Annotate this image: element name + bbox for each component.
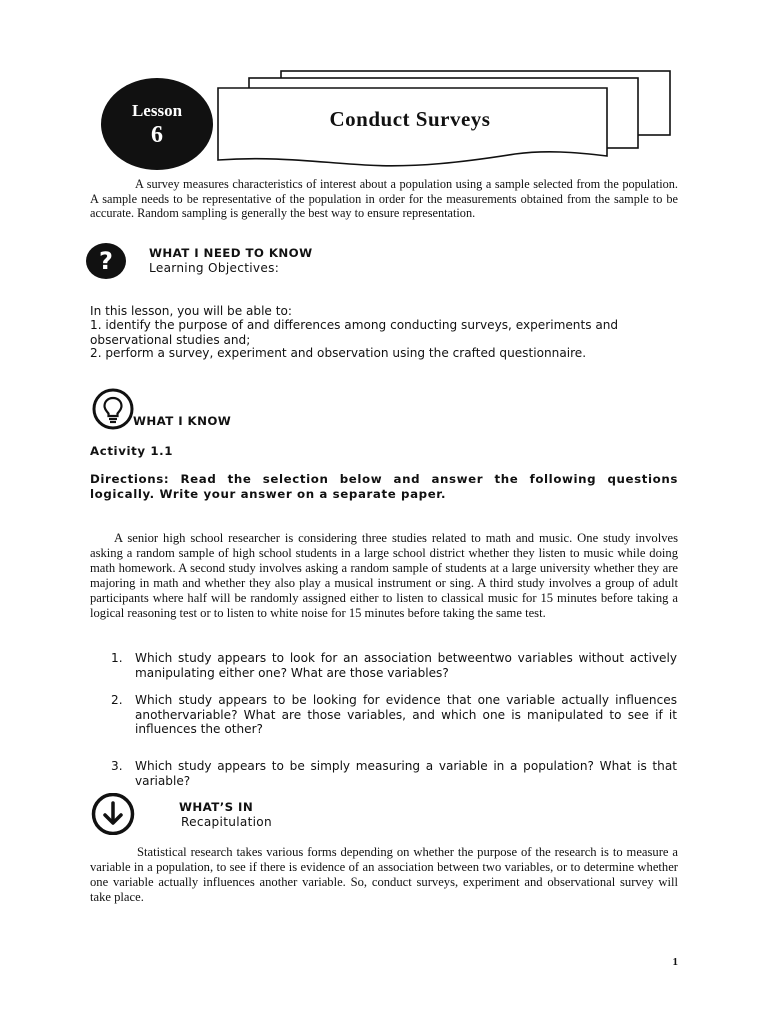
- objectives-intro: In this lesson, you will be able to:: [90, 304, 292, 318]
- learning-objectives-label: Learning Objectives:: [149, 261, 280, 275]
- question-number: 3.: [111, 759, 123, 773]
- question-item: [111, 651, 677, 680]
- question-item: [111, 759, 677, 788]
- question-text: Which study appears to be simply measuring a variable in a population? What is that variable?: [135, 759, 677, 788]
- whats-in-heading: WHAT’S IN: [179, 800, 254, 814]
- what-i-know-heading: WHAT I KNOW: [133, 414, 232, 428]
- question-number: 1.: [111, 651, 123, 665]
- recapitulation-label: Recapitulation: [181, 815, 272, 829]
- recap-paragraph: Statistical research takes various forms depending on whether the purpose of the research is to measure a variable in a population, to see if there is evidence of an association between two variables, or to determine whether one variable actually influences another variable. So, conduct surveys, experiment and observational survey will take place.: [90, 845, 678, 904]
- lesson-label: Lesson: [131, 101, 183, 120]
- question-number: 2.: [111, 693, 123, 707]
- question-text: Which study appears to look for an association betweentwo variables without actively manipulating either one? What are those variables?: [135, 651, 677, 680]
- lightbulb-icon: [92, 388, 134, 430]
- need-to-know-heading: WHAT I NEED TO KNOW: [149, 246, 313, 260]
- question-icon: ?: [86, 243, 126, 279]
- activity-directions: Directions: Read the selection below and answer the following questions logically. Write your answer on a separate paper.: [90, 472, 678, 501]
- question-item: [111, 693, 677, 737]
- intro-paragraph: A survey measures characteristics of interest about a population using a sample selected from the population. A sample needs to be representative of the population in order for the measurements obtained from the sample to be accurate. Random sampling is generally the best way to ensure representation.: [90, 177, 678, 220]
- lesson-number: 6: [151, 122, 163, 148]
- question-text: Which study appears to be looking for evidence that one variable actually influences anothervariable? What are those variables, and which one is manipulated to see if it influences the other?: [135, 693, 677, 736]
- page-title: Conduct Surveys: [329, 107, 491, 131]
- objective-item-2: 2. perform a survey, experiment and observation using the crafted questionnaire.: [90, 346, 587, 360]
- arrow-down-circle-icon: [90, 793, 136, 835]
- page-number: 1: [672, 956, 678, 968]
- activity-title: Activity 1.1: [90, 444, 174, 458]
- lesson-badge: [101, 78, 213, 170]
- objective-item-1: 1. identify the purpose of and differences among conducting surveys, experiments and observational studies and;: [90, 318, 619, 347]
- selection-paragraph: A senior high school researcher is considering three studies related to math and music. One study involves asking a random sample of high school students in a large school district whether they listen to music while doing math homework. A second study involves asking a random sample of students at a large university whether they are majoring in math and whether they also play a musical instrument or sing. A third study involves a group of adult participants where half will be randomly assigned either to listen to classical music for 15 minutes before taking a logical reasoning test or to listen to white noise for 15 minutes before taking the same test.: [90, 531, 678, 620]
